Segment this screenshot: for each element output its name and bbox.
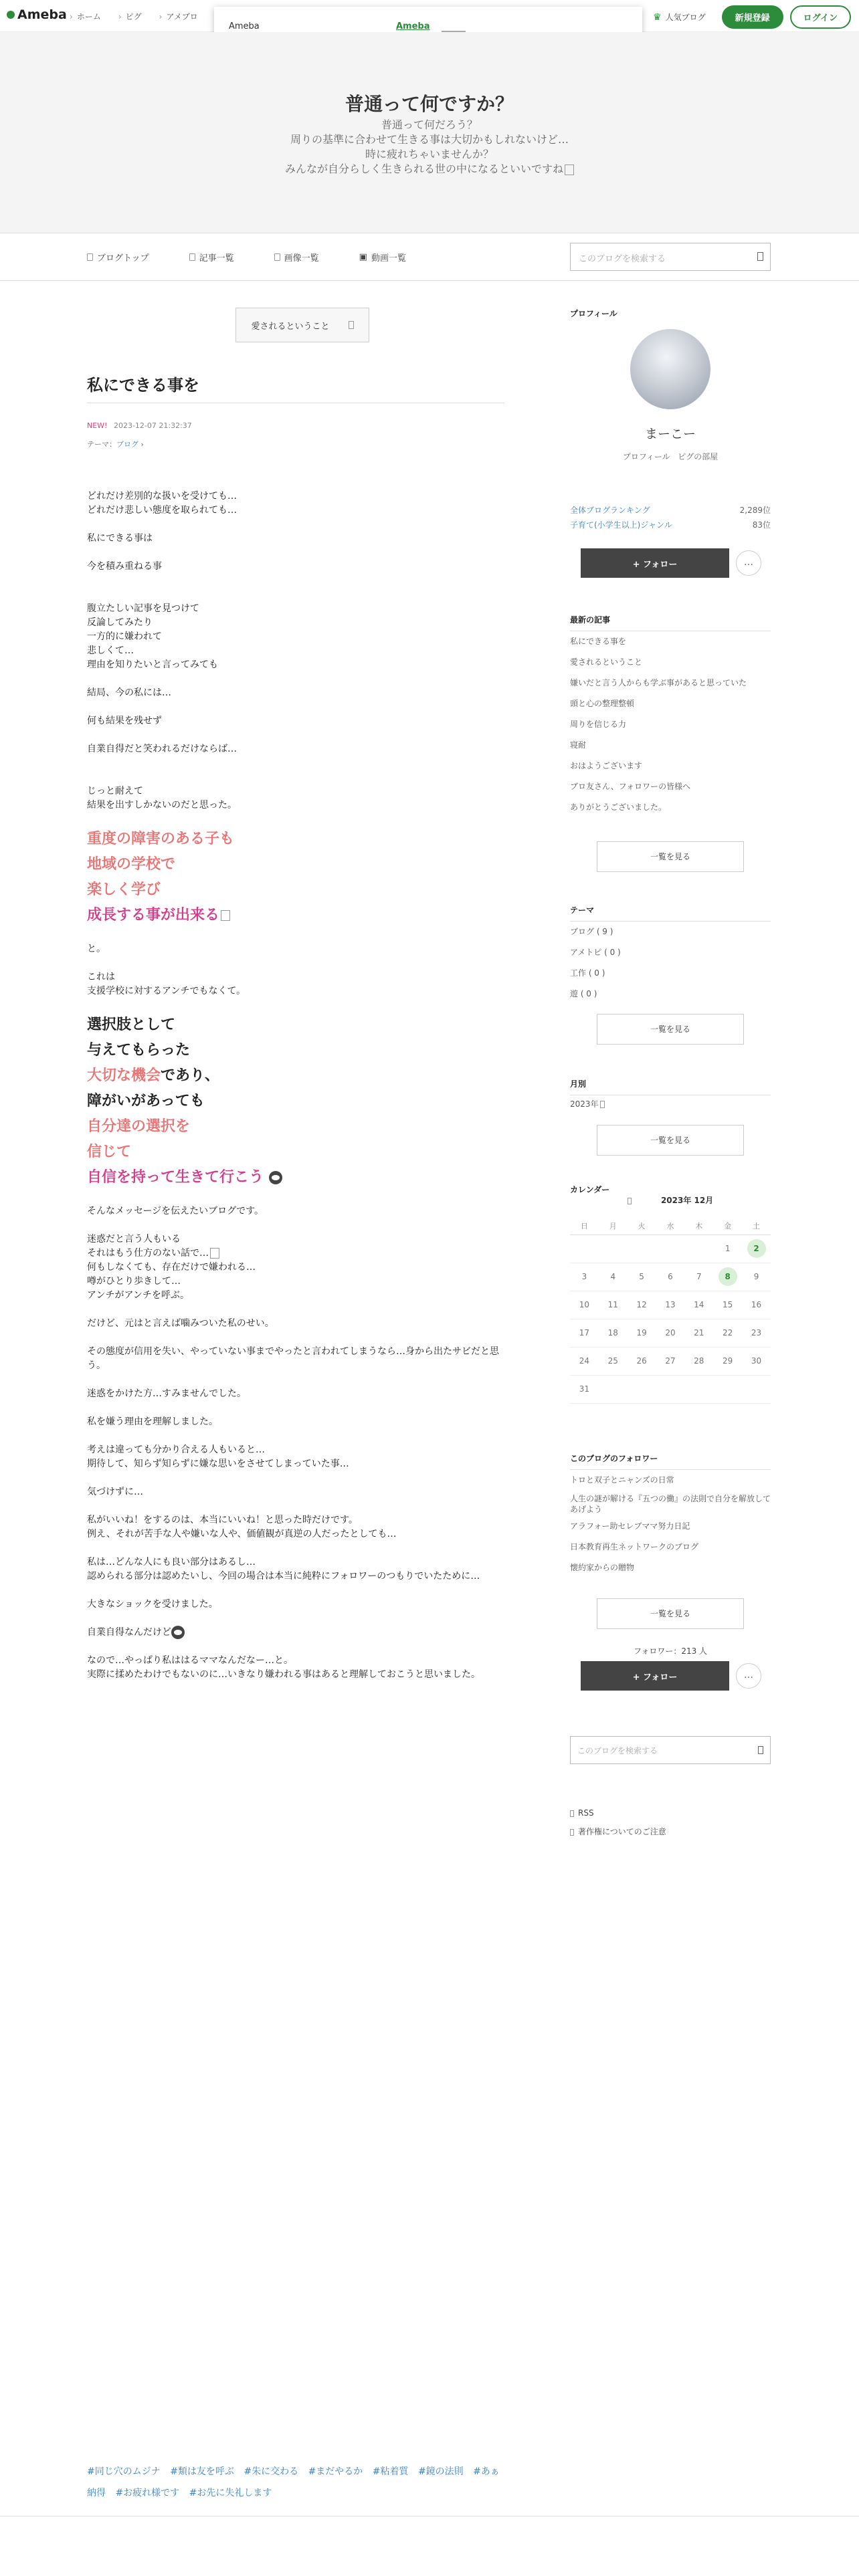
latest-entries-list [570,631,771,818]
chevron-right-icon [349,321,354,329]
search-icon[interactable] [757,252,763,261]
calendar-cell [570,1375,599,1403]
latest-entry-link[interactable]: 嫌いだと言う人からも学ぶ事があると思っていた [570,678,747,687]
paragraph: 腹立たしい記事を見つけて 反論してみたり 一方的に嫌われて 悲しくて… 理由を知りたいと言ってみても [87,603,218,670]
paragraph: 何もしなくても、存在だけで嫌われる… 噂がひとり歩きして… アンチがアンチを呼ぶ。 [87,1262,256,1301]
article-title[interactable]: 私にできる事を [87,376,199,395]
followers-heading: このブログのフォロワー [570,1453,771,1470]
calendar-grid [570,1217,771,1404]
weekday-label: 金 [713,1217,742,1235]
blog-header [0,32,859,233]
paragraph: 結局、今の私には… [87,687,171,698]
paragraph-text: それはもう仕方のない話で… [87,1248,209,1259]
calendar-day: 23 [751,1328,762,1337]
tab-video-list[interactable] [359,251,406,263]
paragraph [87,1626,504,1640]
calendar-day: 6 [668,1272,673,1281]
ranking-label[interactable]: 全体ブログランキング [570,506,650,515]
calendar-day: 22 [723,1328,733,1337]
paragraph: 自業自得だと笑われるだけならば… [87,744,237,754]
calendar-cell [713,1263,742,1291]
theme-link[interactable]: ブログ [116,440,138,449]
signup-button[interactable]: 新規登録 [722,5,783,29]
tab-blog-top[interactable] [87,251,149,263]
blog-description-line: 時に疲れちゃいませんか？ [365,148,494,160]
paragraph: 私がいいね！をするのは、本当にいいね！と思った時だけです。 例え、それが苦手な人や嫌いな人や、価値観が真逆の人だったとしても… [87,1515,397,1539]
broken-image-icon [210,1248,219,1259]
calendar [570,1194,771,1404]
calendar-week-row [570,1319,771,1347]
theme-list [570,922,771,1004]
emoji-icon [171,1626,185,1639]
highlight-line: 信じて [87,1144,132,1160]
calendar-day: 4 [610,1272,616,1281]
blog-description-line: 普通って何だろう？ [381,118,478,131]
rss-link[interactable] [570,1808,594,1818]
tab-image-list[interactable] [274,251,319,263]
blog-description-line: 周りの基準に合わせて生きる事は大切かもしれないけど… [290,133,569,146]
calendar-cell [713,1235,742,1263]
calendar-day: 28 [694,1356,704,1366]
paragraph: これは 支援学校に対するアンチでもなくて。 [87,972,246,996]
hashtag-link[interactable]: #あぁ納得 [87,2466,500,2498]
highlight-line: 与えてもらった [87,1042,191,1059]
calendar-day: 16 [751,1300,762,1309]
calendar-cell [599,1291,628,1319]
broken-image-icon [565,165,574,175]
paragraph: 大きなショックを受けました。 [87,1599,218,1610]
calendar-day: 5 [639,1272,644,1281]
search-icon[interactable] [758,1746,763,1754]
latest-entry-link[interactable]: おはようございます [570,761,643,770]
calendar-cell [684,1347,713,1375]
latest-entries-heading: 最新の記事 [570,614,771,631]
followers-list [570,1470,771,1578]
calendar-cell [628,1235,656,1263]
ameba-logo[interactable] [7,7,67,22]
calendar-cell [713,1347,742,1375]
profile-link[interactable]: プロフィール [622,452,670,461]
theme-link[interactable]: 遊 ( 0 ) [570,989,597,998]
avatar[interactable] [630,329,710,409]
calendar-cell [570,1235,599,1263]
calendar-cell [599,1235,628,1263]
paragraph [87,1247,504,1261]
emoji-icon [269,1171,282,1184]
profile-links [570,451,771,462]
global-nav [70,11,198,22]
paragraph: 迷惑だと言う人もいる [87,1234,181,1245]
calendar-cell [628,1263,656,1291]
highlight-line: 障がいがあっても [87,1093,205,1109]
calendar-cell [684,1319,713,1347]
calendar-cell [628,1347,656,1375]
calendar-cell [713,1291,742,1319]
search-placeholder: このブログを検索する [579,254,666,264]
calendar-cell [656,1291,685,1319]
calendar-day: 20 [665,1328,676,1337]
hashtag-link[interactable]: #粘着質 [372,2466,409,2477]
tab-label: 動画一覧 [371,253,406,263]
calendar-day: 9 [753,1272,759,1281]
highlight-line [87,903,504,928]
calendar-day-with-post[interactable]: 2 [747,1239,766,1258]
blog-nav [0,233,859,281]
weekday-label: 水 [656,1217,685,1235]
calendar-day: 27 [665,1356,676,1366]
broken-image-icon [221,910,230,921]
weekday-label: 日 [570,1217,599,1235]
paragraph: 私にできる事は [87,533,153,544]
pig-room-link[interactable]: ピグの部屋 [678,452,719,461]
weekday-label: 土 [742,1217,771,1235]
previous-entry-label: 愛されるということ [251,321,330,332]
popup-link[interactable]: Ameba [396,21,430,31]
follower-link[interactable]: 懐約家からの贈物 [570,1563,635,1572]
calendar-month-title: 2023年 12月 [660,1196,714,1205]
hashtag-link[interactable]: #お先に失礼します [189,2488,272,2498]
calendar-cell [684,1263,713,1291]
ranking-row[interactable] [570,519,771,530]
chevron-down-icon [600,1101,605,1108]
highlight-text: 成長する事が出来る [87,907,220,924]
calendar-day: 15 [723,1300,733,1309]
highlight-text: 自信を持って生きて行こう [87,1169,264,1186]
latest-entry-link[interactable]: ブロ友さん、フォロワーの皆様へ [570,782,691,791]
paragraph: その態度が信用を失い、やっていない事までやったと言われてしまうなら…身から出たサビだと思う。 [87,1346,499,1371]
calendar-day: 21 [694,1328,704,1337]
latest-entry-link[interactable]: 周りを信じる力 [570,720,627,729]
calendar-cell [570,1319,599,1347]
global-nav-home[interactable]: › ホーム [70,11,101,22]
blog-description-line [0,162,859,177]
calendar-day: 14 [694,1300,704,1309]
list-icon [189,253,195,261]
calendar-day: 26 [636,1356,647,1366]
article-body [87,490,504,1682]
calendar-month-header [570,1194,771,1209]
calendar-day-with-post[interactable]: 8 [719,1267,737,1286]
highlight-line: 自分達の選択を [87,1118,191,1135]
highlight-text: 大切な機会 [87,1067,161,1084]
hashtag-link[interactable]: #まだやるか [308,2466,363,2477]
calendar-day: 25 [607,1356,618,1366]
paragraph: 私は…どんな人にも良い部分はあるし… 認められる部分は認めたいし、今回の場合は本当に純粋にフォロワーのつもりでいたために… [87,1557,480,1582]
calendar-day: 24 [579,1356,590,1366]
tab-label: ブログトップ [97,253,149,263]
highlight-block-1 [87,827,504,928]
calendar-cell [628,1375,656,1403]
blog-description [0,118,859,177]
article-date: 2023-12-07 21:32:37 [113,421,192,430]
highlight-block-2 [87,1012,504,1190]
calendar-day: 12 [636,1300,647,1309]
paragraph: と。 [87,944,106,954]
calendar-cell [742,1375,771,1403]
calendar-cell [656,1235,685,1263]
hashtag-link[interactable]: #同じ穴のムジナ [87,2466,161,2477]
theme-link[interactable]: 工作 ( 0 ) [570,968,605,978]
calendar-cell [742,1319,771,1347]
paragraph: 考えは違っても分かり合える人もいると… 期待して、知らず知らずに嫌な思いをさせてしまっていた事… [87,1444,349,1469]
highlight-line: 地域の学校で [87,856,176,873]
followers-more-button[interactable]: 一覧を見る [597,1598,744,1629]
document-icon [570,1829,574,1836]
article-meta [87,421,192,430]
calendar-cell [713,1375,742,1403]
previous-entry-button[interactable] [235,308,369,342]
calendar-cell [599,1319,628,1347]
theme-link[interactable]: アメトピ ( 0 ) [570,948,621,957]
profile-heading: プロフィール [570,309,617,318]
follow-button[interactable]: + フォロー [581,548,729,578]
rss-label: RSS [578,1808,594,1818]
ranking-label[interactable]: 子育て(小学生以上)ジャンル [570,520,672,530]
calendar-day: 30 [751,1356,762,1366]
hashtag-list [87,2461,504,2504]
paragraph: だけど、元はと言えば噛みついた私のせい。 [87,1318,274,1329]
popular-blog-label: 人気ブログ [665,13,706,22]
follower-count: フォロワー：213 人 [633,1646,708,1656]
paragraph: そんなメッセージを伝えたいブログです。 [87,1206,264,1216]
login-button[interactable]: ログイン [790,5,851,29]
calendar-week-row [570,1375,771,1403]
hashtag-link[interactable]: #類は友を呼ぶ [170,2466,234,2477]
blog-title[interactable]: 普通って何ですか？ [345,93,514,115]
highlight-line [87,1063,504,1089]
weekday-label: 月 [599,1217,628,1235]
calendar-week-row [570,1235,771,1263]
calendar-day: 31 [579,1384,590,1394]
paragraph: どれだけ差別的な扱いを受けても… どれだけ悲しい態度を取られても… [87,491,237,516]
popup-title: Ameba [229,21,260,31]
follow-button-bottom[interactable]: + フォロー [581,1661,729,1691]
latest-entry-link[interactable]: 頭と心の整理整頓 [570,699,635,708]
hashtag-link[interactable]: #朱に交わる [244,2466,299,2477]
article-theme: テーマ：ブログ › [87,440,144,449]
blog-description-text: みんなが自分らしく生きられる世の中になるといいですね [284,163,563,175]
copyright-label: 著作権についてのご注意 [578,1827,666,1836]
blog-search-input[interactable] [570,243,771,271]
copyright-link[interactable] [570,1826,666,1837]
calendar-day: 19 [636,1328,647,1337]
paragraph: じっと耐えて 結果を出すしかないのだと思った。 [87,786,237,811]
video-icon: ▣ [359,252,367,262]
ranking-row[interactable] [570,504,771,516]
hashtag-link[interactable]: #お疲れ様です [115,2488,180,2498]
rss-icon [570,1810,574,1817]
logo-text: Ameba [17,7,67,22]
latest-entry-link[interactable]: 私にできる事を [570,637,627,646]
image-icon [274,253,280,261]
highlight-line [87,1165,504,1190]
theme-heading: テーマ [570,904,771,922]
hashtag-link[interactable]: #鏡の法則 [417,2466,464,2477]
calendar-cell [570,1263,599,1291]
paragraph: 気づけずに… [87,1487,143,1497]
calendar-cell [684,1375,713,1403]
month-link[interactable] [570,1094,771,1115]
calendar-day: 3 [581,1272,587,1281]
calendar-cell [742,1235,771,1263]
calendar-cell [656,1375,685,1403]
latest-entry-link[interactable]: 愛されるということ [570,657,643,667]
paragraph: なので…やっぱり私ははるママなんだなー…と。 実際に揉めたわけでもないのに…いきなり嫌われる事はあると理解しておこうと思いました。 [87,1655,480,1680]
calendar-cell [656,1319,685,1347]
calendar-cell [599,1375,628,1403]
calendar-cell [656,1263,685,1291]
calendar-day: 29 [723,1356,733,1366]
global-nav-ameblo[interactable]: › アメブロ [159,11,198,22]
paragraph: 何も結果を残せず [87,716,162,726]
highlight-line: 重度の障害のある子も [87,831,235,847]
highlight-text: であり、 [161,1067,220,1084]
more-options-button-bottom[interactable]: … [736,1663,761,1689]
calendar-cell [628,1319,656,1347]
calendar-cell [599,1263,628,1291]
monthly-list [570,1094,771,1115]
calendar-week-row [570,1291,771,1319]
calendar-cell [713,1319,742,1347]
calendar-day: 18 [607,1328,618,1337]
theme-more-button[interactable]: 一覧を見る [597,1014,744,1045]
weekday-label: 火 [628,1217,656,1235]
profile-name[interactable]: まーこー [644,427,696,441]
calendar-cell [742,1291,771,1319]
more-options-button[interactable]: … [736,550,761,576]
calendar-cell [570,1347,599,1375]
tab-label: 記事一覧 [199,253,234,263]
calendar-cell [599,1347,628,1375]
global-nav-pigg[interactable]: › ピグ [118,11,142,22]
popular-blog-link[interactable] [653,11,706,23]
calendar-week-row [570,1347,771,1375]
follower-link[interactable]: 人生の謎が解ける『五つの働』の法則で自分を解放してあげよう [570,1494,771,1514]
calendar-week-row [570,1263,771,1291]
calendar-cell [656,1347,685,1375]
follower-link[interactable]: アラフォー助セレブママ努力日記 [570,1521,690,1531]
highlight-line: 楽しく学び [87,881,161,898]
calendar-day: 17 [579,1328,590,1337]
calendar-day: 7 [696,1272,702,1281]
crown-icon: ♛ [653,11,662,23]
paragraph: 今を積み重ねる事 [87,561,162,572]
calendar-prev-button[interactable] [628,1198,632,1204]
calendar-cell [684,1291,713,1319]
follower-link[interactable]: トロと双子とニャンズの日常 [570,1475,674,1485]
paragraph-text: 自業自得なんだけど [87,1627,171,1638]
highlight-line: 選択肢として [87,1016,176,1033]
calendar-day: 11 [607,1300,618,1309]
latest-entry-link[interactable]: 寝耐 [570,740,587,750]
calendar-cell [684,1235,713,1263]
ameba-logo-icon [7,11,15,19]
paragraph: 私を嫌う理由を理解しました。 [87,1416,218,1427]
tab-label: 画像一覧 [284,253,319,263]
new-badge: NEW! [87,421,108,430]
paragraph: 迷惑をかけた方…すみませんでした。 [87,1388,246,1399]
calendar-heading: カレンダー [570,1185,610,1194]
ranking-value: 83位 [752,520,771,530]
search-placeholder: このブログを検索する [577,1746,658,1755]
month-label: 2023年 [570,1099,599,1109]
calendar-cell [628,1291,656,1319]
calendar-cell [742,1347,771,1375]
latest-more-button[interactable]: 一覧を見る [597,841,744,872]
calendar-day: 10 [579,1300,590,1309]
theme-label: テーマ： [87,440,116,449]
monthly-more-button[interactable]: 一覧を見る [597,1125,744,1156]
calendar-cell [742,1263,771,1291]
header-actions [653,5,851,29]
calendar-cell [570,1291,599,1319]
monthly-heading: 月別 [570,1078,771,1095]
theme-link[interactable]: ブログ ( 9 ) [570,927,613,936]
follower-link[interactable]: 日本教育再生ネットワークのブログ [570,1542,699,1551]
latest-entry-link[interactable]: ありがとうございました。 [570,802,667,812]
tab-entry-list[interactable] [189,251,234,263]
ranking-value: 2,289位 [739,506,771,515]
calendar-day: 1 [725,1244,731,1253]
sidebar-search-input[interactable] [570,1736,771,1764]
home-icon [87,253,93,261]
weekday-label: 木 [684,1217,713,1235]
calendar-day: 13 [665,1300,676,1309]
